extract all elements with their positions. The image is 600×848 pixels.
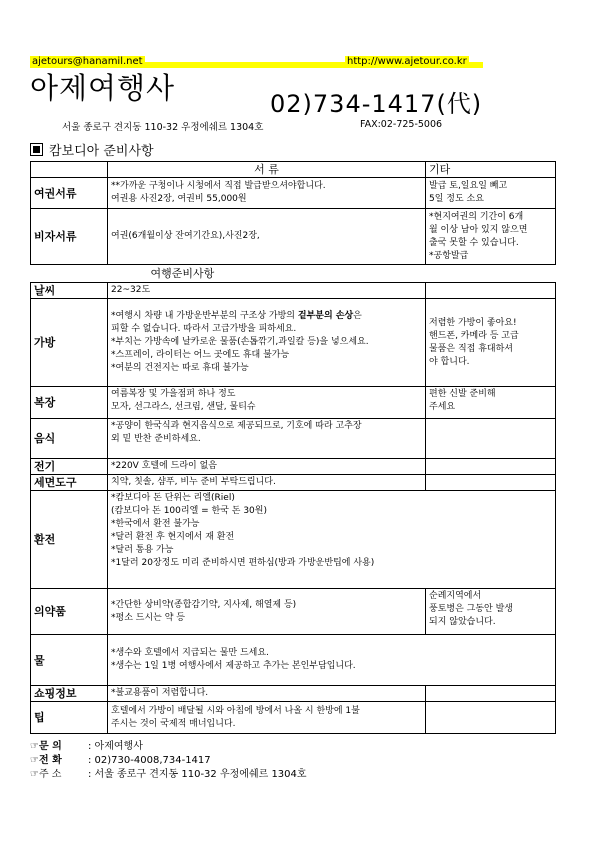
row-note-tip (426, 702, 556, 734)
contact-key: ☞전 화 (30, 755, 62, 766)
table-row-bag (31, 299, 556, 387)
row-note-passport: 발급 토,일요일 빼고 5일 정도 소요 (426, 178, 556, 209)
table-row-clothing (31, 387, 556, 419)
prep-title: 여행준비사항 (31, 265, 556, 283)
row-label-power: 전기 (31, 459, 108, 475)
table-row-visa (31, 209, 556, 265)
table-row-prep-title (31, 265, 556, 283)
table-row-weather (31, 283, 556, 299)
table-row-food (31, 419, 556, 459)
row-note-visa: *현지여권의 기간이 6개 월 이상 남아 있지 않으면 출국 못할 수 있습니다. *공항발급 (426, 209, 556, 265)
row-content-tip: 호텔에서 가방이 배달될 시와 아침에 방에서 나올 시 한방에 1불 주시는 것이 국제적 매너입니다. (108, 702, 426, 734)
row-label-visa: 비자서류 (31, 209, 108, 265)
company-fax: FAX:02-725-5006 (360, 119, 443, 130)
section-title: 캄보디아 준비사항 (49, 144, 154, 159)
square-bullet-icon (30, 143, 43, 156)
row-label-toiletries: 세면도구 (31, 475, 108, 491)
table-row-power (31, 459, 556, 475)
row-content-food: *공양이 한국식과 현지음식으로 제공되므로, 기호에 따라 고추장 외 밑 반찬 준비하세요. (108, 419, 426, 459)
table-row-toiletries (31, 475, 556, 491)
row-content-exchange: *캄보디아 돈 단위는 리엘(Riel) (캄보디아 돈 100리엘 = 한국 돈 30원) *한국에서 환전 불가능 *달러 환전 후 현지에서 재 환전 *달러 통용 가능 *1달러 20장정도 미리 준비하시면 편하심(방과 가방운반팁에 사용) (108, 491, 556, 589)
preparation-table (30, 161, 556, 734)
row-note-medicine: 순례지역에서 풍토병은 그동안 발생 되지 않았습니다. (426, 589, 556, 635)
table-row-medicine (31, 589, 556, 635)
contact-row-inquiry (30, 740, 307, 754)
website-url[interactable]: http://www.ajetour.co.kr (347, 56, 467, 67)
table-row-shopping (31, 686, 556, 702)
table-row-water (31, 635, 556, 686)
company-address: 서울 종로구 견지동 110-32 우정에쉐르 1304호 (62, 122, 264, 133)
row-note-clothing: 편한 신발 준비해 주세요 (426, 387, 556, 419)
row-label-shopping: 쇼핑정보 (31, 686, 108, 702)
contact-value: : 아제여행사 (88, 741, 143, 752)
row-label-tip: 팁 (31, 702, 108, 734)
company-phone: 02)734-1417(代) (270, 90, 483, 118)
email-address[interactable]: ajetours@hanamil.net (32, 56, 143, 67)
row-label-bag: 가방 (31, 299, 108, 387)
row-content-shopping: *불교용품이 저렴합니다. (108, 686, 426, 702)
company-logo-text: 아제여행사 (30, 71, 176, 105)
header-empty-cell (31, 162, 108, 178)
row-content-passport: **가까운 구청이나 시청에서 직접 발급받으셔야합니다. 여권용 사진2장, 여권비 55,000원 (108, 178, 426, 209)
row-content-clothing: 여름복장 및 가을점퍼 하나 정도 모자, 선그라스, 선크림, 샌달, 물티슈 (108, 387, 426, 419)
row-label-food: 음식 (31, 419, 108, 459)
row-label-water: 물 (31, 635, 108, 686)
row-content-visa: 여권(6개월이상 잔여기간요),사진2장, (108, 209, 426, 265)
contact-info (30, 740, 307, 782)
contact-value: : 서울 종로구 견지동 110-32 우정에쉐르 1304호 (88, 769, 307, 780)
row-note-food (426, 419, 556, 459)
row-label-medicine: 의약품 (31, 589, 108, 635)
row-content-bag: *여행시 차량 내 가방운반부분의 구조상 가방의 겉부분의 손상은 피할 수 없습니다. 따라서 고급가방을 피하세요. *부치는 가방속에 날카로운 물품(손톱깎기,과일칼 등)을 넣으세요. *스프레이, 라이터는 어느 곳에도 휴대 불가능 *여분의 건전지는 따로 휴대 불가능 (108, 299, 426, 387)
row-content-toiletries: 치약, 칫솔, 샴푸, 비누 준비 부탁드립니다. (108, 475, 426, 491)
table-row-passport (31, 178, 556, 209)
contact-key: ☞주 소 (30, 769, 62, 780)
contact-value: : 02)730-4008,734-1417 (88, 755, 211, 766)
row-note-shopping (426, 686, 556, 702)
column-header-documents: 서 류 (108, 162, 426, 178)
row-label-passport: 여권서류 (31, 178, 108, 209)
row-note-bag: 저렴한 가방이 좋아요! 핸드폰, 카메라 등 고급 물품은 직접 휴대하셔 야 합니다. (426, 299, 556, 387)
row-label-clothing: 복장 (31, 387, 108, 419)
row-content-medicine: *간단한 상비약(종합감기약, 지사제, 해열제 등) *평소 드시는 약 등 (108, 589, 426, 635)
row-label-exchange: 환전 (31, 491, 108, 589)
section-heading (30, 140, 154, 159)
table-header-row (31, 162, 556, 178)
contact-row-address (30, 768, 307, 782)
column-header-other: 기타 (426, 162, 556, 178)
row-note-power (426, 459, 556, 475)
table-row-tip (31, 702, 556, 734)
row-note-toiletries (426, 475, 556, 491)
row-content-water: *생수와 호텔에서 지급되는 물만 드세요. *생수는 1일 1병 여행사에서 제공하고 추가는 본인부담입니다. (108, 635, 556, 686)
row-content-weather: 22~32도 (108, 283, 426, 299)
contact-key: ☞문 의 (30, 741, 62, 752)
row-note-weather (426, 283, 556, 299)
row-content-power: *220V 호텔에 드라이 없음 (108, 459, 426, 475)
contact-row-phone (30, 754, 307, 768)
row-label-weather: 날씨 (31, 283, 108, 299)
table-row-exchange (31, 491, 556, 589)
